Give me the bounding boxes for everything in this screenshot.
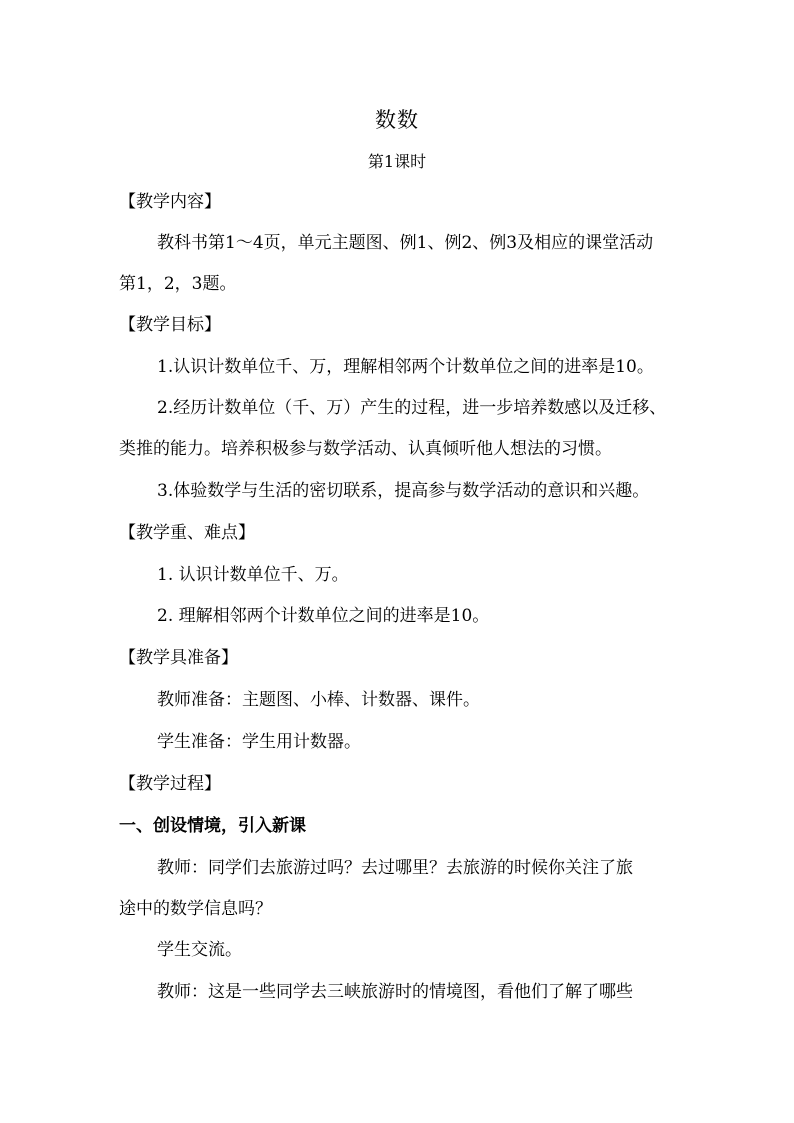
dialogue-line: 教师：这是一些同学去三峡旅游时的情境图，看他们了解了哪些 <box>157 982 633 1002</box>
goal-item-2-line: 类推的能力。培养积极参与数学活动、认真倾听他人想法的习惯。 <box>119 439 612 459</box>
section-heading-goals: 【教学目标】 <box>119 315 221 335</box>
goal-item-3: 3.体验数学与生活的密切联系，提高参与数学活动的意识和兴趣。 <box>157 481 650 501</box>
page-subtitle: 第1课时 <box>367 152 427 171</box>
section-heading-process: 【教学过程】 <box>119 774 221 794</box>
dialogue-line: 教师：同学们去旅游过吗？去过哪里？去旅游的时候你关注了旅 <box>157 858 633 878</box>
goal-item-2-line: 2.经历计数单位（千、万）产生的过程，进一步培养数感以及迁移、 <box>157 398 667 418</box>
page-title: 数数 <box>375 108 419 132</box>
key-point-1: 1. 认识计数单位千、万。 <box>157 565 349 585</box>
content-paragraph-line: 教科书第1～4页，单元主题图、例1、例2、例3及相应的课堂活动 <box>157 233 654 253</box>
content-paragraph-line: 第1，2，3题。 <box>119 274 237 294</box>
section-heading-materials: 【教学具准备】 <box>119 648 238 668</box>
section-heading-key-points: 【教学重、难点】 <box>119 523 255 543</box>
materials-teacher: 教师准备：主题图、小棒、计数器、课件。 <box>157 690 480 710</box>
goal-item-1: 1.认识计数单位千、万，理解相邻两个计数单位之间的进率是10。 <box>157 357 654 377</box>
dialogue-line: 学生交流。 <box>157 940 242 960</box>
key-point-2: 2. 理解相邻两个计数单位之间的进率是10。 <box>157 606 490 626</box>
section-heading-content: 【教学内容】 <box>119 192 221 212</box>
process-step-1-heading: 一、创设情境，引入新课 <box>119 816 306 836</box>
dialogue-line: 途中的数学信息吗？ <box>119 899 272 919</box>
materials-student: 学生准备：学生用计数器。 <box>157 732 361 752</box>
